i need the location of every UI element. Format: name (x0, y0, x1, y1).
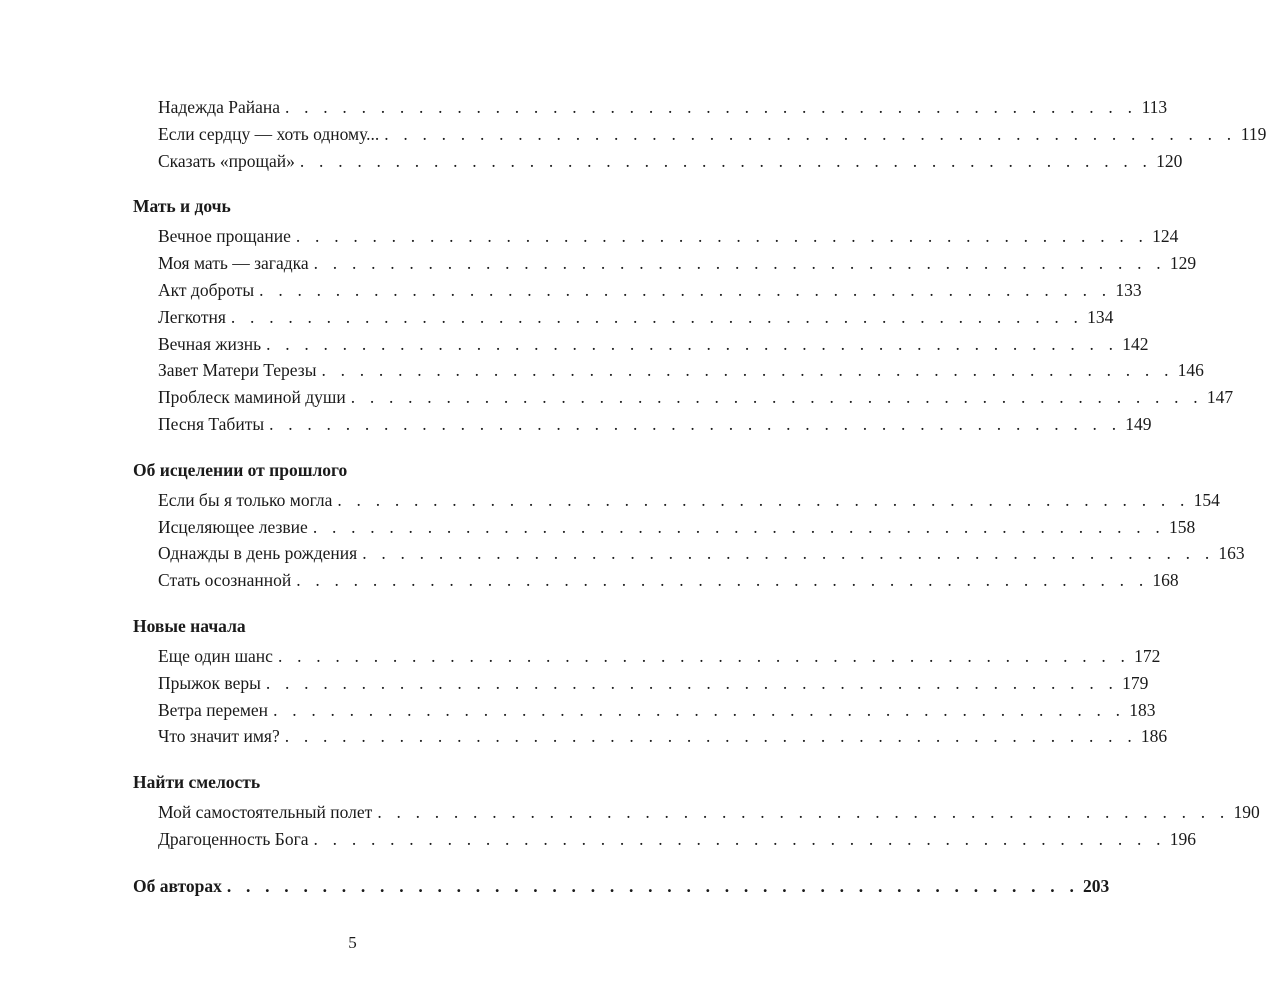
dot-leader: . . . . . . . . . . . . . . . . . . . . . . . . . . . . . . . . . . . . . . . . . . . . . (377, 802, 1230, 823)
dot-leader: . . . . . . . . . . . . . . . . . . . . . . . . . . . . . . . . . . . . . . . . . . . . . (362, 543, 1215, 564)
toc-section (133, 769, 1260, 853)
toc-entry (133, 799, 1260, 826)
entry-title: Завет Матери Терезы (158, 360, 317, 381)
entry-title: Сказать «прощай» (158, 150, 295, 171)
entry-page: 172 (1134, 645, 1161, 666)
entry-title: Надежда Райана (158, 97, 280, 117)
entry-title: Акт доброты (158, 279, 255, 300)
dot-leader: . . . . . . . . . . . . . . . . . . . . . . . . . . . . . . . . . . . . . . . . . . . . . (273, 699, 1126, 720)
entry-title: Если бы я только могла (158, 489, 333, 510)
toc-entry (133, 357, 1204, 384)
entry-page: 190 (1233, 802, 1260, 823)
entry-page: 113 (1141, 97, 1168, 117)
toc-entry (133, 643, 1161, 670)
entry-title: Вечное прощание (158, 226, 291, 247)
section-heading: Мать и дочь (133, 196, 231, 217)
toc-entry (133, 697, 1156, 724)
dot-leader: . . . . . . . . . . . . . . . . . . . . . . . . . . . . . . . . . . . . . . . . . . . . . (313, 253, 1166, 274)
entry-page: 168 (1152, 570, 1179, 591)
entry-page: 129 (1169, 253, 1197, 274)
toc-entry (133, 670, 1149, 697)
toc-entry (133, 567, 1179, 594)
section-heading: Найти смелость (133, 772, 261, 793)
entry-page: 120 (1156, 150, 1183, 171)
dot-leader: . . . . . . . . . . . . . . . . . . . . . . . . . . . . . . . . . . . . . . . . . . . . . (313, 828, 1166, 849)
entry-page: 186 (1140, 726, 1168, 747)
entry-page: 183 (1129, 699, 1156, 720)
dot-leader: . . . . . . . . . . . . . . . . . . . . . . . . . . . . . . . . . . . . . . . . . . . . . (265, 672, 1119, 693)
entry-title: Если сердцу — хоть одному... (158, 123, 380, 144)
entry-title: Проблеск маминой души (158, 387, 346, 408)
dot-leader: . . . . . . . . . . . . . . . . . . . . . . . . . . . . . . . . . . . . . . . . . . . . . (337, 489, 1190, 510)
toc-section (133, 457, 1245, 594)
entry-page: 119 (1240, 123, 1266, 144)
section-heading: Новые начала (133, 615, 246, 636)
entry-page: 179 (1122, 672, 1149, 693)
toc-entry (133, 277, 1142, 304)
dot-leader: . . . . . . . . . . . . . . . . . . . . . . . . . . . . . . . . . . . . . . . . . . . . . (296, 570, 1149, 591)
entry-title: Прыжок веры (158, 672, 261, 693)
page-number: 5 (348, 933, 357, 952)
toc-entry (133, 121, 1266, 148)
dot-leader: . . . . . . . . . . . . . . . . . . . . . . . . . . . . . . . . . . . . . . . . . . . . . (384, 123, 1237, 144)
toc-entry (133, 487, 1220, 514)
dot-leader: . . . . . . . . . . . . . . . . . . . . . . . . . . . . . . . . . . . . . . . . . . . . . (299, 150, 1153, 171)
toc-entry (133, 94, 1168, 121)
toc-entry (133, 331, 1149, 358)
entry-page: 146 (1177, 360, 1204, 381)
entry-page: 124 (1152, 226, 1179, 247)
toc-entry (133, 223, 1179, 250)
entry-page: 142 (1122, 333, 1149, 354)
toc-entry (133, 411, 1152, 438)
entry-title: Стать осознанной (158, 570, 292, 591)
entry-title: Еще один шанс (158, 645, 273, 666)
entry-page: 163 (1218, 543, 1245, 564)
entry-page: 149 (1125, 413, 1152, 434)
toc-section (133, 193, 1234, 437)
toc-entry (133, 304, 1114, 331)
toc-entry (133, 384, 1234, 411)
dot-leader: . . . . . . . . . . . . . . . . . . . . . . . . . . . . . . . . . . . . . . . . . . . . . (226, 875, 1080, 896)
entry-title: Песня Табиты (158, 413, 265, 434)
toc-section (133, 613, 1168, 750)
entry-title: Драгоценность Бога (158, 828, 309, 849)
toc-entry (133, 540, 1245, 567)
dot-leader: . . . . . . . . . . . . . . . . . . . . . . . . . . . . . . . . . . . . . . . . . . . . . (312, 516, 1165, 537)
dot-leader: . . . . . . . . . . . . . . . . . . . . . . . . . . . . . . . . . . . . . . . . . . . . . (277, 645, 1131, 666)
intro-entries (133, 94, 1266, 174)
entry-page: 133 (1115, 279, 1142, 300)
toc-entry (133, 514, 1196, 541)
dot-leader: . . . . . . . . . . . . . . . . . . . . . . . . . . . . . . . . . . . . . . . . . . . . . (295, 226, 1149, 247)
entry-page: 196 (1169, 828, 1196, 849)
dot-leader: . . . . . . . . . . . . . . . . . . . . . . . . . . . . . . . . . . . . . . . . . . . . . (284, 726, 1137, 747)
entry-title: Однажды в день рождения (158, 543, 358, 564)
toc-entry-authors (133, 873, 1110, 900)
toc-entry (133, 148, 1183, 175)
entry-title: Вечная жизнь (158, 333, 262, 354)
toc-entry (133, 826, 1196, 853)
entry-title: Легкотня (158, 306, 226, 327)
entry-page: 203 (1083, 875, 1110, 896)
toc-entry (133, 723, 1168, 750)
dot-leader: . . . . . . . . . . . . . . . . . . . . . . . . . . . . . . . . . . . . . . . . . . . . . (350, 387, 1203, 408)
entry-page: 158 (1169, 516, 1196, 537)
entry-page: 147 (1206, 387, 1234, 408)
entry-title: Ветра перемен (158, 699, 269, 720)
entry-title: Мой самостоятельный полет (158, 802, 373, 823)
dot-leader: . . . . . . . . . . . . . . . . . . . . . . . . . . . . . . . . . . . . . . . . . . . . . (284, 97, 1138, 117)
toc-entry (133, 250, 1197, 277)
entry-title: Исцеляющее лезвие (158, 516, 308, 537)
entry-page: 134 (1087, 306, 1114, 327)
table-of-contents (133, 94, 1266, 900)
entry-title: Об авторах (133, 875, 222, 896)
dot-leader: . . . . . . . . . . . . . . . . . . . . . . . . . . . . . . . . . . . . . . . . . . . . . (321, 360, 1174, 381)
dot-leader: . . . . . . . . . . . . . . . . . . . . . . . . . . . . . . . . . . . . . . . . . . . . . (269, 413, 1122, 434)
entry-title: Что значит имя? (158, 726, 280, 747)
entry-title: Моя мать — загадка (158, 253, 309, 274)
section-heading: Об исцелении от прошлого (133, 459, 348, 480)
dot-leader: . . . . . . . . . . . . . . . . . . . . . . . . . . . . . . . . . . . . . . . . . . . . . (230, 306, 1084, 327)
dot-leader: . . . . . . . . . . . . . . . . . . . . . . . . . . . . . . . . . . . . . . . . . . . . . (259, 279, 1112, 300)
entry-page: 154 (1193, 489, 1220, 510)
dot-leader: . . . . . . . . . . . . . . . . . . . . . . . . . . . . . . . . . . . . . . . . . . . . . (266, 333, 1119, 354)
